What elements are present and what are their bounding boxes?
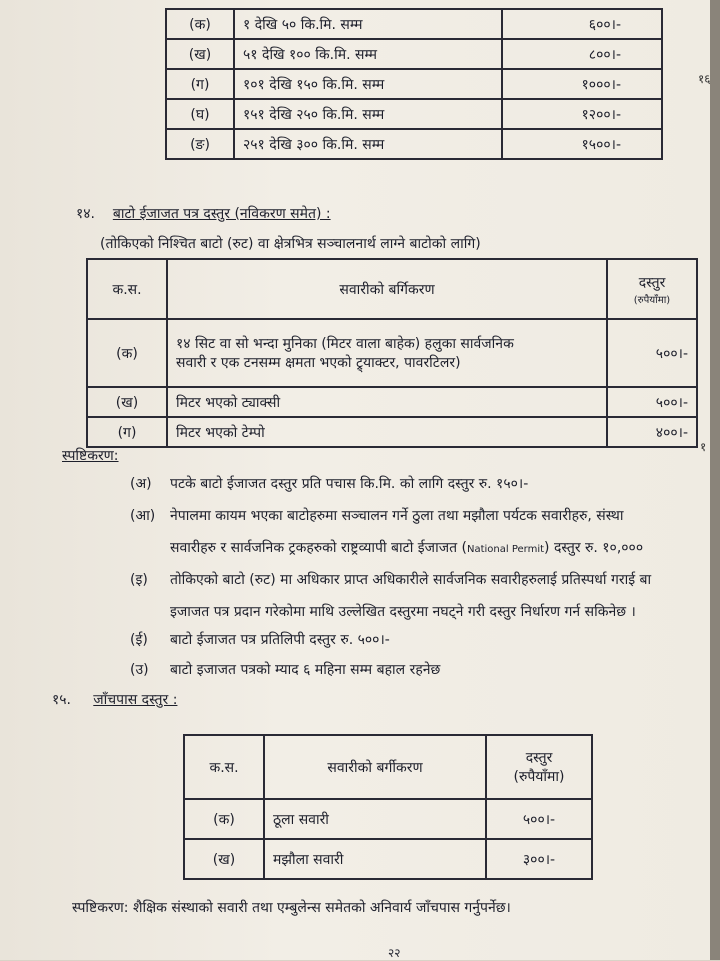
row-sn: (ख) <box>87 387 167 417</box>
row-sn: (ङ) <box>166 129 234 159</box>
point-text-part-b: National Permit <box>466 544 545 555</box>
row-sn: (ख) <box>166 39 234 69</box>
row-sn: (क) <box>87 319 167 387</box>
book-edge-shadow <box>710 0 720 960</box>
table-header-row <box>87 259 697 319</box>
table-row <box>87 417 697 447</box>
point-label: (अ) <box>130 476 152 492</box>
row-range: १ देखि ५० कि.मि. सम्म <box>234 9 502 39</box>
table-row <box>166 9 662 39</box>
point-label: (ई) <box>130 632 148 648</box>
margin-mark: १ <box>700 440 707 454</box>
point-label: (उ) <box>130 662 149 678</box>
header-fee-line1: दस्तुर <box>638 274 666 291</box>
route-permit-fee-table <box>86 258 698 448</box>
point-label: (आ) <box>130 508 156 524</box>
header-classification: सवारीको बर्गीकरण <box>264 735 486 799</box>
row-fee: ५००।- <box>607 387 697 417</box>
table-row <box>184 799 592 839</box>
section-15-explanation: स्पष्टिकरण: शैक्षिक संस्थाको सवारी तथा एम्बुलेन्स समेतको अनिवार्य जाँचपास गर्नुपर्नेछ। <box>72 900 511 916</box>
header-fee-line2: (रुपैयाँमा) <box>633 294 671 306</box>
row-sn: (ख) <box>184 839 264 879</box>
table-row <box>184 839 592 879</box>
header-fee-line1: दस्तुर <box>525 750 553 766</box>
point-text: बाटो इजाजत पत्रको म्याद ६ महिना सम्म बहाल रहनेछ <box>170 662 441 678</box>
header-fee-line2: (रुपैयाँमा) <box>513 769 565 785</box>
row-fee: ६००।- <box>502 9 662 39</box>
point-text: नेपालमा कायम भएका बाटोहरुमा सञ्चालन गर्ने ठुला तथा मझौला पर्यटक सवारीहरु, संस्था <box>170 508 624 524</box>
row-sn: (क) <box>166 9 234 39</box>
row-fee: १५००।- <box>502 129 662 159</box>
explanation-point <box>130 474 528 493</box>
row-classification: मिटर भएको ट्याक्सी <box>167 387 607 417</box>
table-row <box>166 129 662 159</box>
point-text: पटके बाटो ईजाजत दस्तुर प्रति पचास कि.मि. को लागि दस्तुर रु. १५०।- <box>170 476 529 492</box>
row-range: १०१ देखि १५० कि.मि. सम्म <box>234 69 502 99</box>
explanation-point-continued: इजाजत पत्र प्रदान गरेकोमा माथि उल्लेखित दस्तुरमा नघट्ने गरी दस्तुर निर्धारण गर्न सकिनेछ । <box>170 604 636 620</box>
row-range: १५१ देखि २५० कि.मि. सम्म <box>234 99 502 129</box>
page-number: २२ <box>388 946 401 960</box>
row-classification-line2: सवारी र एक टनसम्म क्षमता भएको ट्र्याक्टर, पावरटिलर) <box>176 355 461 371</box>
point-text-part-a: सवारीहरु र सार्वजनिक ट्रकहरुको राष्ट्रव्यापी बाटो ईजाजत ( <box>170 540 467 556</box>
section-title: बाटो ईजाजत पत्र दस्तुर (नविकरण समेत) : <box>112 206 331 222</box>
row-fee: १०००।- <box>502 69 662 99</box>
header-fee <box>486 735 592 799</box>
row-fee: ३००।- <box>486 839 592 879</box>
row-classification: ठूला सवारी <box>264 799 486 839</box>
table-row <box>166 69 662 99</box>
header-classification: सवारीको बर्गिकरण <box>167 259 607 319</box>
explanation-point <box>130 660 440 679</box>
explanation-point-continued <box>170 538 643 557</box>
explanation-heading: स्पष्टिकरण: <box>62 448 119 464</box>
row-fee: ५००।- <box>486 799 592 839</box>
section-title: जाँचपास दस्तुर : <box>93 692 178 708</box>
row-fee: ५००।- <box>607 319 697 387</box>
table-row <box>166 99 662 129</box>
point-text: तोकिएको बाटो (रुट) मा अधिकार प्राप्त अधिकारीले सार्वजनिक सवारीहरुलाई प्रतिस्पर्धा गराई बा <box>170 572 652 588</box>
header-sn: क.स. <box>87 259 167 319</box>
margin-mark: १६ <box>698 72 711 86</box>
table-row <box>87 319 697 387</box>
inspection-fee-table <box>183 734 593 880</box>
point-label: (इ) <box>130 572 148 588</box>
section-number: १५. <box>52 692 72 708</box>
row-range: ५१ देखि १०० कि.मि. सम्म <box>234 39 502 69</box>
table-header-row <box>184 735 592 799</box>
row-sn: (क) <box>184 799 264 839</box>
row-classification: मिटर भएको टेम्पो <box>167 417 607 447</box>
point-text-part-c: ) दस्तुर रु. १०,००० <box>544 540 644 556</box>
row-classification-line1: १४ सिट वा सो भन्दा मुनिका (मिटर वाला बाहेक) हलुका सार्वजनिक <box>176 336 514 352</box>
explanation-point <box>130 506 624 525</box>
row-sn: (ग) <box>166 69 234 99</box>
row-sn: (घ) <box>166 99 234 129</box>
distance-fee-table <box>165 8 663 160</box>
row-classification: मझौला सवारी <box>264 839 486 879</box>
table-row <box>87 387 697 417</box>
point-text: बाटो ईजाजत पत्र प्रतिलिपी दस्तुर रु. ५००।- <box>170 632 390 648</box>
section-14-subtitle: (तोकिएको निश्चित बाटो (रुट) वा क्षेत्रभित्र सञ्चालनार्थ लाग्ने बाटोको लागि) <box>100 236 481 252</box>
row-range: २५१ देखि ३०० कि.मि. सम्म <box>234 129 502 159</box>
header-sn: क.स. <box>184 735 264 799</box>
row-fee: ८००।- <box>502 39 662 69</box>
row-sn: (ग) <box>87 417 167 447</box>
header-fee <box>607 259 697 319</box>
row-fee: ४००।- <box>607 417 697 447</box>
section-14-heading <box>76 204 331 223</box>
table-row <box>166 39 662 69</box>
row-classification <box>167 319 607 387</box>
section-number: १४. <box>76 206 96 222</box>
explanation-point <box>130 630 390 649</box>
row-fee: १२००।- <box>502 99 662 129</box>
explanation-point <box>130 570 651 589</box>
section-15-heading <box>52 690 177 709</box>
